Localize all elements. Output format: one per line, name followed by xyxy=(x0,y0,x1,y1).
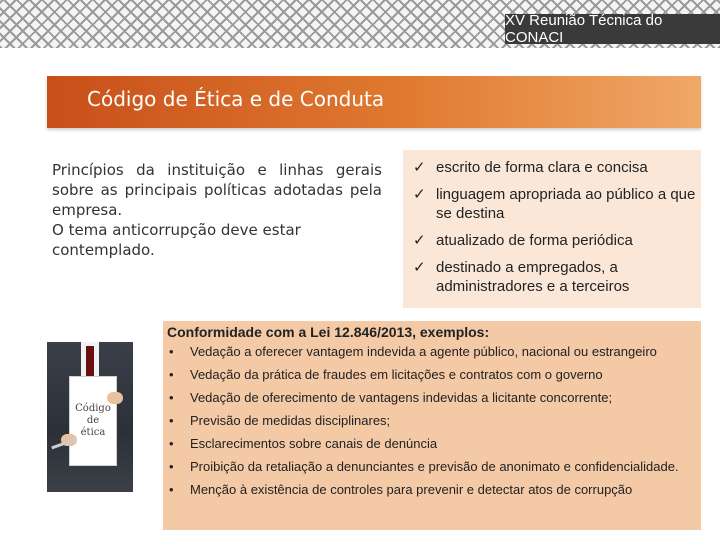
bullet-icon: • xyxy=(169,459,174,474)
compliance-item xyxy=(169,436,697,451)
principles-text xyxy=(52,160,382,260)
checklist-item-label: atualizado de forma periódica xyxy=(436,232,633,249)
compliance-item-label: Esclarecimentos sobre canais de denúncia xyxy=(190,436,438,451)
check-icon: ✓ xyxy=(413,259,426,276)
bullet-icon: • xyxy=(169,344,174,359)
bullet-icon: • xyxy=(169,390,174,405)
check-icon: ✓ xyxy=(413,232,426,249)
compliance-item-label: Proibição da retaliação a denunciantes e previsão de anonimato e confidencialidade. xyxy=(190,459,679,474)
compliance-item xyxy=(169,390,697,405)
principles-paragraph: Princípios da instituição e linhas gerais sobre as principais políticas adotadas pela empresa. xyxy=(52,161,382,219)
anticorruption-paragraph: O tema anticorrupção deve estar contemplado. xyxy=(52,221,301,259)
checklist-item-label: escrito de forma clara e concisa xyxy=(436,159,648,176)
checklist-item-label: linguagem apropriada ao público a que se destina xyxy=(436,186,696,222)
card-text-line: Código xyxy=(75,403,111,414)
compliance-item xyxy=(169,459,697,474)
checklist-item xyxy=(413,185,697,223)
title-banner xyxy=(47,76,701,128)
compliance-item-label: Previsão de medidas disciplinares; xyxy=(190,413,391,428)
checklist-item xyxy=(413,231,697,250)
bullet-icon: • xyxy=(169,413,174,428)
code-of-ethics-photo xyxy=(47,342,133,492)
compliance-title: Conformidade com a Lei 12.846/2013, exemplos: xyxy=(167,324,490,340)
compliance-item-label: Vedação a oferecer vantagem indevida a agente público, nacional ou estrangeiro xyxy=(190,344,657,359)
compliance-item-label: Vedação da prática de fraudes em licitações e contratos com o governo xyxy=(190,367,603,382)
checklist-item xyxy=(413,258,697,296)
compliance-item xyxy=(169,367,697,382)
checklist-item xyxy=(413,158,697,177)
card-text-line: ética xyxy=(80,427,106,438)
bullet-icon: • xyxy=(169,436,174,451)
check-icon: ✓ xyxy=(413,159,426,176)
compliance-list xyxy=(169,344,697,505)
compliance-item-label: Menção à existência de controles para prevenir e detectar atos de corrupção xyxy=(190,482,633,497)
compliance-item xyxy=(169,344,697,359)
event-badge: XV Reunião Técnica do CONACI xyxy=(505,14,720,44)
ethics-card xyxy=(69,376,117,466)
bullet-icon: • xyxy=(169,367,174,382)
page-title: Código de Ética e de Conduta xyxy=(87,87,385,111)
checklist-item-label: destinado a empregados, a administradores e a terceiros xyxy=(436,259,630,295)
card-text-line: de xyxy=(86,415,100,426)
compliance-item-label: Vedação de oferecimento de vantagens indevidas a licitante concorrente; xyxy=(190,390,613,405)
requirements-checklist xyxy=(403,150,701,308)
check-icon: ✓ xyxy=(413,186,426,203)
checklist xyxy=(413,158,697,304)
compliance-item xyxy=(169,413,697,428)
compliance-box xyxy=(163,321,701,530)
hand-right xyxy=(107,392,123,404)
compliance-item xyxy=(169,482,697,497)
bullet-icon: • xyxy=(169,482,174,497)
